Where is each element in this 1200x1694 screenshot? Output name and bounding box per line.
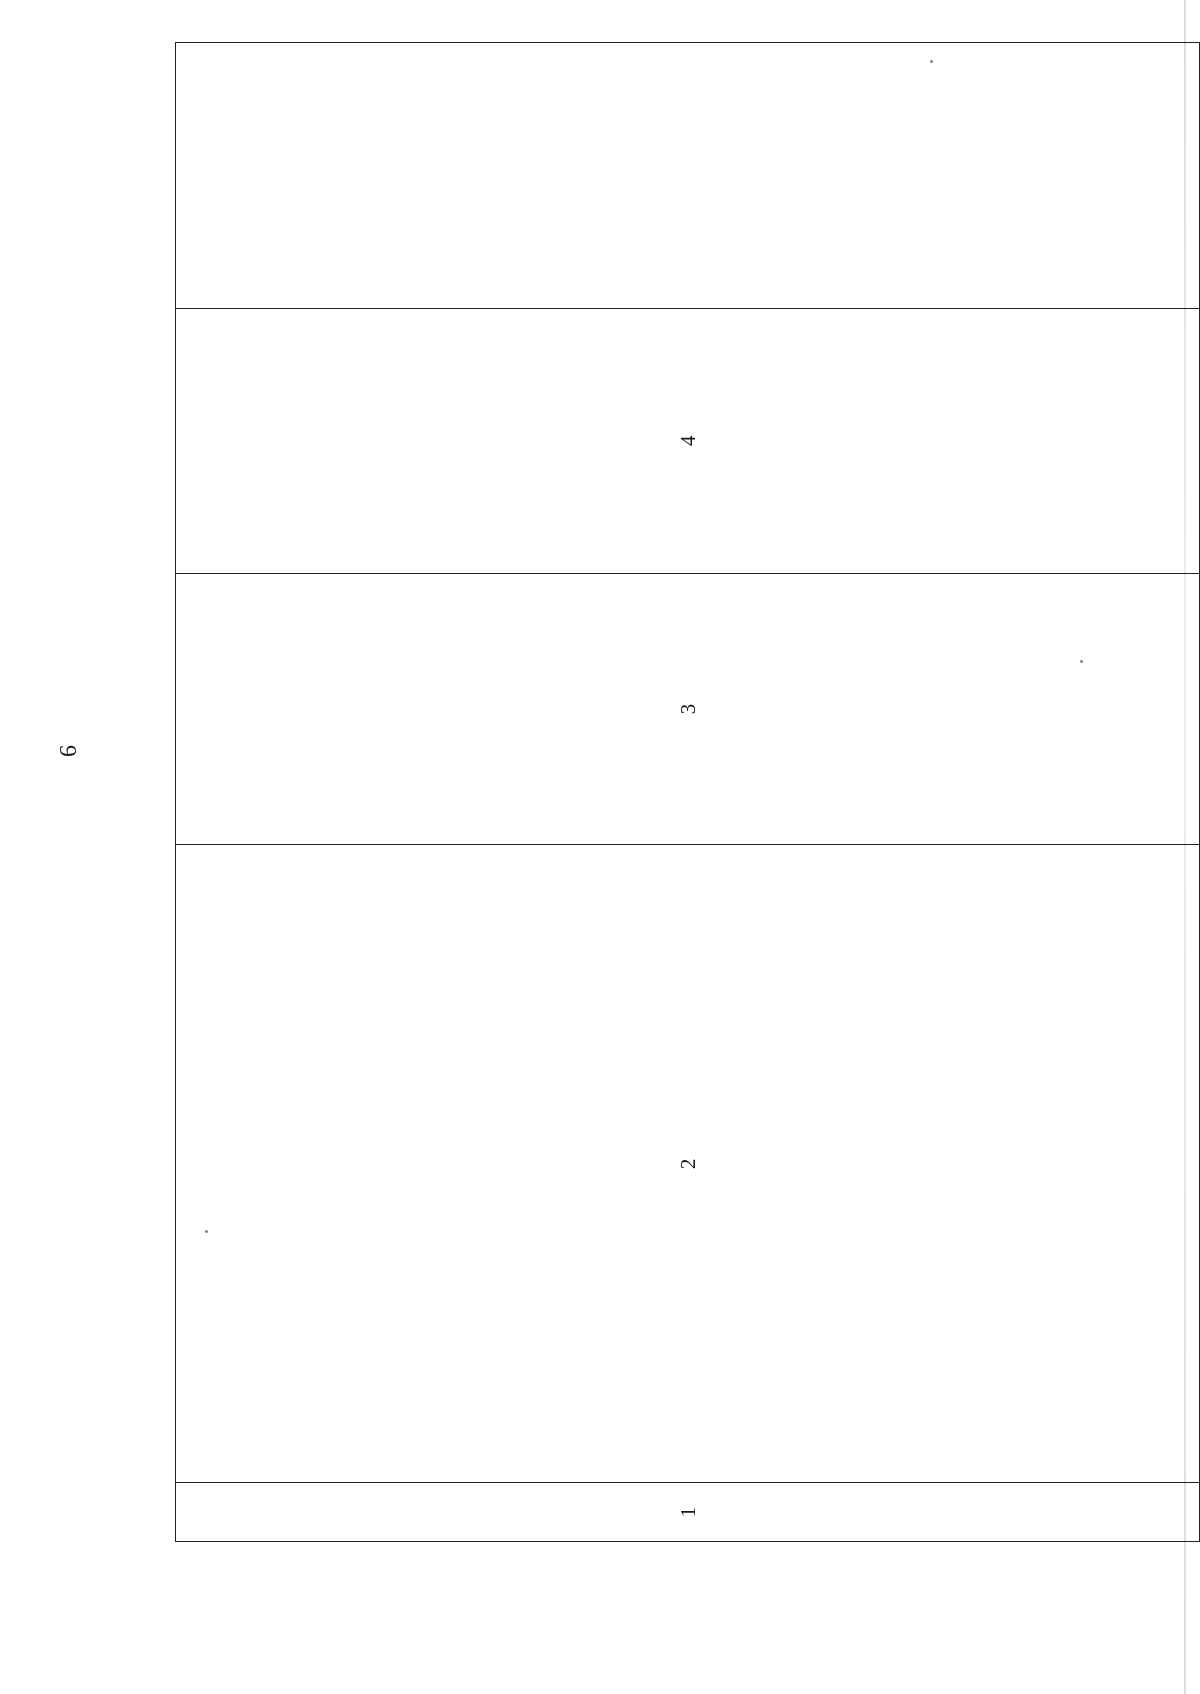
page-number: 9 (54, 745, 80, 757)
column-header: 1 (176, 1483, 1200, 1542)
column-header: 4 (176, 309, 1200, 574)
column-header: 2 (176, 845, 1200, 1483)
column-header: 3 (176, 573, 1200, 845)
measures-table (175, 42, 1200, 1542)
column-number-row (176, 43, 1200, 1542)
document-table-rotated (175, 42, 1200, 1542)
column-header (176, 43, 1200, 309)
